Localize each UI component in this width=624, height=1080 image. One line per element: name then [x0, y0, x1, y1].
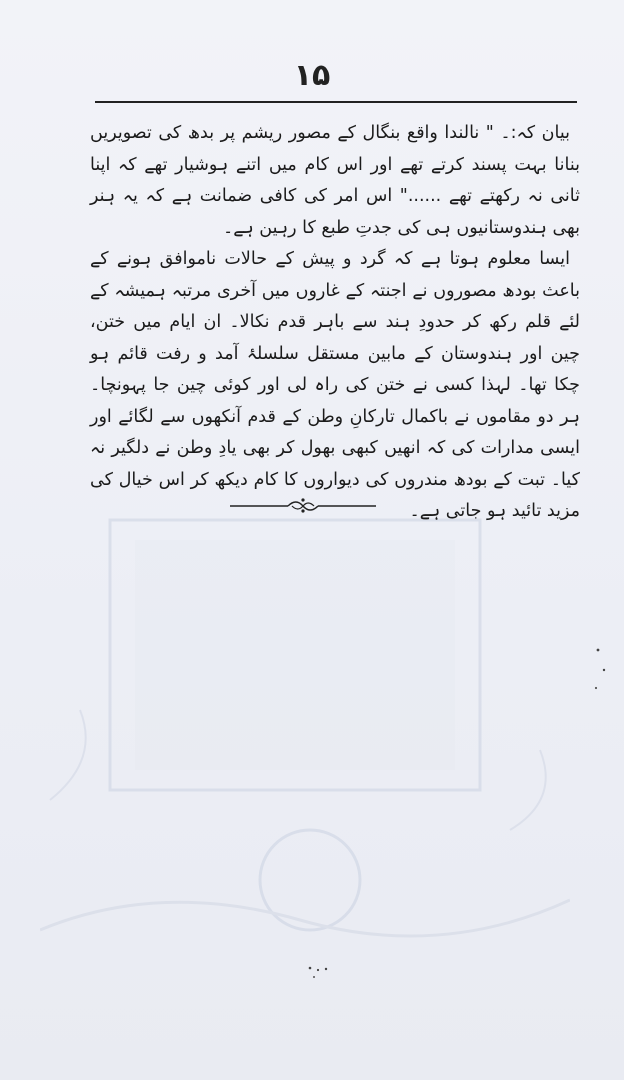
body-text — [90, 118, 580, 528]
page-number: ۱۵ — [293, 58, 331, 93]
print-specks — [300, 962, 340, 982]
paragraph-1: بیان کہ:۔ " نالندا واقع بنگال کے مصور ریشم پر بدھ کی تصویریں بنانا بہت پسند کرتے تھے اور اس کام میں اتنے ہوشیار تھے کہ اپنا ثانی نہ رکھتے تھے ......" اس امر کی کافی ضمانت ہے کہ یہ ہنر بھی ہندوستانیوں ہی کی جدتِ طبع کا رہین ہے۔ — [90, 123, 580, 238]
section-divider-ornament — [228, 496, 378, 514]
show-through-image — [40, 500, 570, 950]
paragraph-2: ایسا معلوم ہوتا ہے کہ گرد و پیش کے حالات ناموافق ہونے کے باعث بودھ مصوروں نے اجنتہ کے غاروں میں آخری مرتبہ ہمیشہ کے لئے قلم رکھ کر حدودِ ہند سے باہر قدم نکالا۔ ان ایام میں ختن، چین اور ہندوستان کے مابین مستقل سلسلۂ آمد و رفت قائم ہو چکا تھا۔ لہذا کسی نے ختن کی راہ لی اور کوئی چین جا پہونچا۔ ہر دو مقاموں نے باکمال تارکانِ وطن کے قدم آنکھوں سے لگائے اور ایسی مدارات کی کہ انھیں کبھی بھول کر بھی یادِ وطن نے دلگیر نہ کیا۔ تبت کے بودھ مندروں کی دیواروں کا کام دیکھ کر اس خیال کی مزید تائید ہو جاتی ہے۔ — [90, 249, 580, 521]
header-rule — [95, 101, 577, 103]
edge-specks — [590, 640, 614, 700]
